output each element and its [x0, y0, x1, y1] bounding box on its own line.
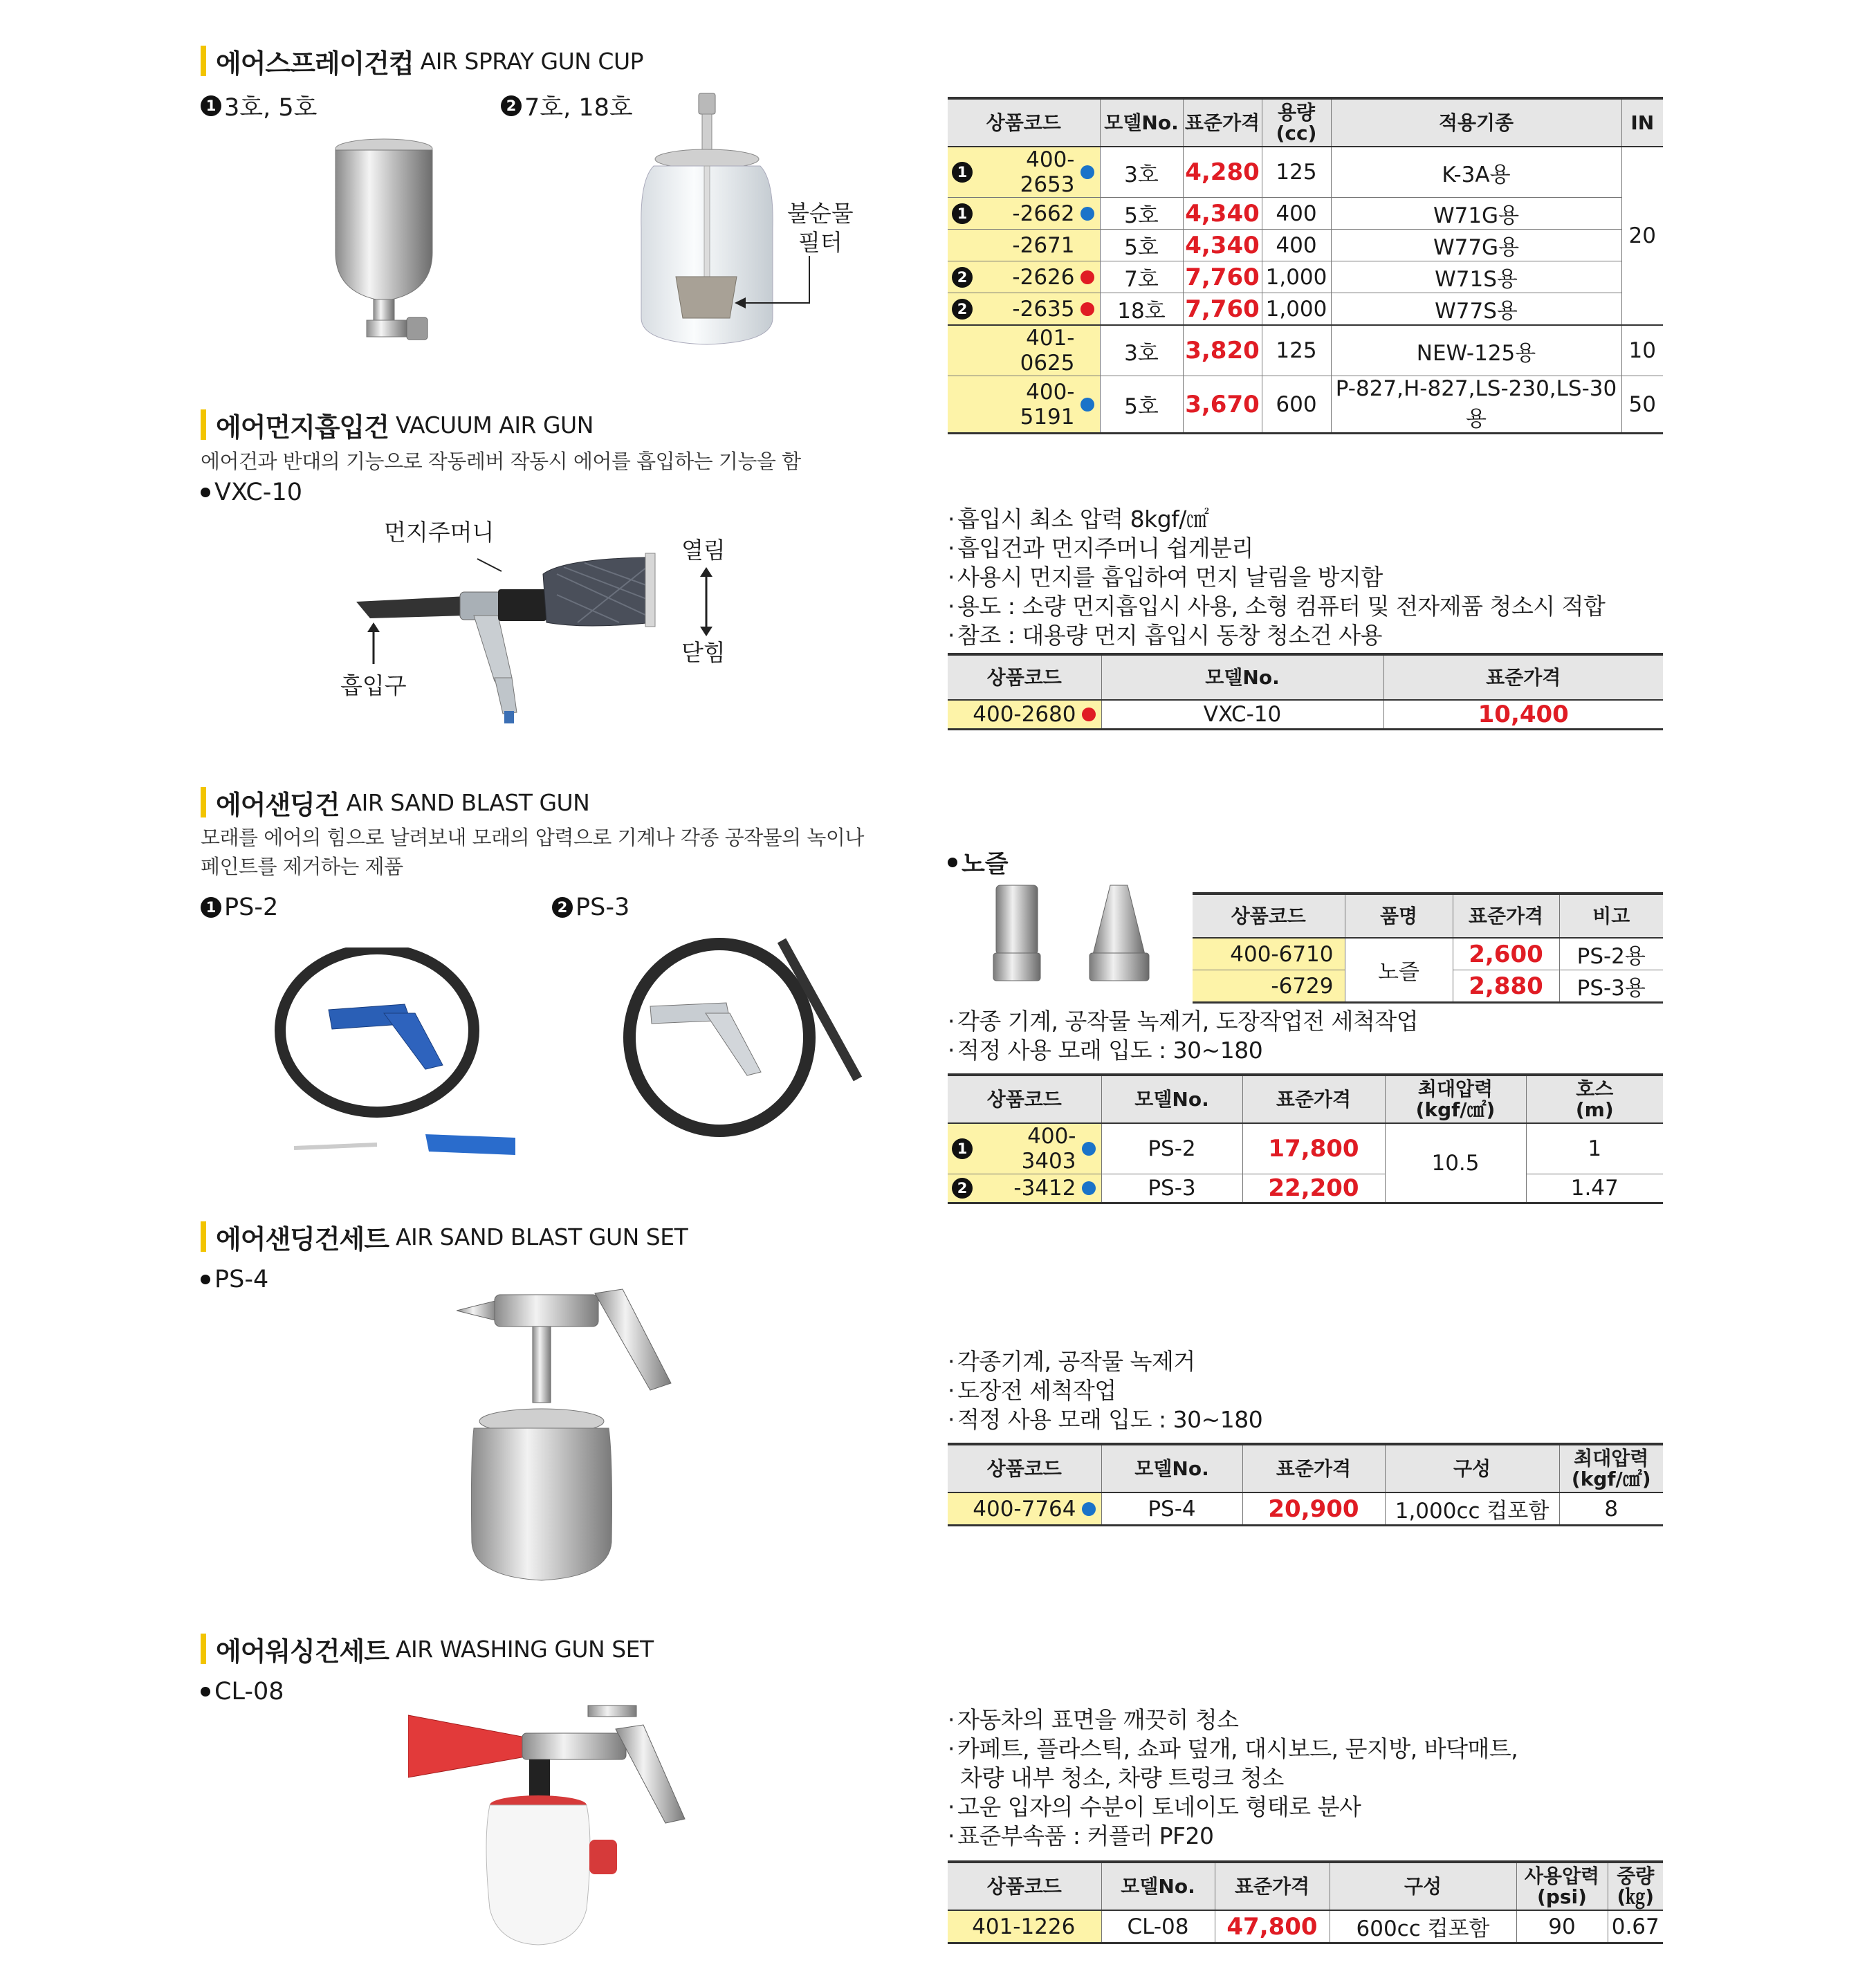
th-code: 상품코드	[948, 1862, 1101, 1910]
model-cell: 5호	[1100, 230, 1183, 261]
note-item: · 표준부속품 : 커플러 PF20	[948, 1822, 1518, 1851]
fit-cell: K-3A용	[1331, 147, 1621, 198]
pressure-cell: 90	[1516, 1910, 1608, 1943]
model-label: CL-08	[201, 1678, 284, 1706]
model-cell: 18호	[1100, 293, 1183, 326]
status-dot	[1080, 398, 1094, 412]
note-item: · 적정 사용 모래 입도 : 30~180	[948, 1036, 1418, 1065]
fit-cell: W71G용	[1331, 198, 1621, 230]
washing-gun-set-table	[948, 1860, 1663, 1944]
title-ko: 에어워싱건세트	[216, 1636, 389, 1667]
fit-cell: P-827,H-827,LS-230,LS-30용	[1331, 376, 1621, 434]
section-title-vacuum-gun	[201, 409, 594, 443]
th-hose: 호스 (m)	[1526, 1075, 1663, 1123]
nozzle-label: 노즐	[948, 845, 1009, 880]
model-cell: 5호	[1100, 376, 1183, 434]
pressure-cell: 8	[1559, 1492, 1663, 1526]
model-label-1: 1 PS-2	[201, 894, 278, 921]
status-dot	[1080, 165, 1094, 179]
title-ko: 에어샌딩건	[216, 789, 340, 820]
model-cell: 3호	[1100, 147, 1183, 198]
th-code: 상품코드	[1193, 894, 1345, 938]
price-cell: 4,340	[1183, 230, 1262, 261]
open-close-arrow	[696, 567, 717, 636]
product-code: 401-0625	[1020, 326, 1075, 376]
title-en: AIR WASHING GUN SET	[395, 1635, 654, 1663]
note-item: · 용도 : 소량 먼지흡입시 사용, 소형 컴퓨터 및 전자제품 청소시 적합	[948, 592, 1605, 621]
product-code: -6729	[1271, 973, 1334, 999]
th-model: 모델No.	[1101, 654, 1383, 700]
filter-label: 불순물 필터	[787, 200, 854, 256]
nozzle-table	[1193, 892, 1663, 1004]
th-code: 상품코드	[948, 1444, 1101, 1492]
weight-cell: 0.67	[1608, 1910, 1663, 1943]
title-accent-bar	[201, 787, 206, 817]
title-en: AIR SPRAY GUN CUP	[420, 47, 643, 75]
capacity-cell: 1,000	[1262, 261, 1331, 293]
table-row	[948, 198, 1663, 230]
note-item: · 각종기계, 공작물 녹제거	[948, 1347, 1262, 1376]
nozzle-image	[989, 878, 1169, 989]
in-cell: 20	[1621, 147, 1663, 325]
title-accent-bar	[201, 1221, 206, 1252]
th-in: IN	[1621, 98, 1663, 147]
price-cell: 10,400	[1383, 700, 1663, 730]
model-cell: PS-4	[1101, 1492, 1242, 1526]
model-label: PS-4	[201, 1266, 268, 1293]
number-badge: 1	[201, 95, 221, 116]
section-title-washing-gun-set	[201, 1634, 654, 1667]
table-row	[948, 1492, 1663, 1526]
hose-cell: 1	[1526, 1123, 1663, 1174]
capacity-cell: 400	[1262, 230, 1331, 261]
number-badge: 1	[952, 162, 973, 183]
status-dot	[1080, 207, 1094, 221]
th-capacity: 용량 (cc)	[1262, 98, 1331, 147]
price-cell: 2,880	[1453, 970, 1559, 1003]
th-price: 표준가격	[1242, 1444, 1385, 1492]
capacity-cell: 600	[1262, 376, 1331, 434]
name-cell: 노즐	[1345, 938, 1453, 1003]
number-badge: 1	[952, 1138, 973, 1159]
model-cell: PS-2	[1101, 1123, 1242, 1174]
table-row	[948, 230, 1663, 261]
th-model: 모델No.	[1100, 98, 1183, 147]
table-row	[948, 700, 1663, 730]
title-ko: 에어샌딩건세트	[216, 1223, 389, 1255]
product-code: -2626	[1012, 264, 1075, 290]
fit-cell: W71S용	[1331, 261, 1621, 293]
title-en: AIR SAND BLAST GUN	[346, 788, 590, 816]
th-code: 상품코드	[948, 654, 1101, 700]
th-pressure: 최대압력 (kgf/㎠)	[1385, 1075, 1526, 1123]
table-row	[948, 1123, 1663, 1174]
title-ko: 에어스프레이건컵	[216, 48, 414, 79]
status-dot	[1080, 302, 1094, 316]
bullet	[948, 858, 957, 867]
th-model: 모델No.	[1101, 1862, 1215, 1910]
open-label: 열림	[681, 537, 726, 564]
th-price: 표준가격	[1242, 1075, 1385, 1123]
price-cell: 47,800	[1215, 1910, 1330, 1943]
section-description: 모래를 에어의 힘으로 날려보내 모래의 압력으로 기계나 각종 공작물의 녹이나 페인트를 제거하는 제품	[201, 826, 864, 878]
product-code: -2662	[1012, 201, 1075, 226]
model-cell: 5호	[1100, 198, 1183, 230]
note-item: · 자동차의 표면을 깨끗히 청소	[948, 1706, 1518, 1735]
title-en: VACUUM AIR GUN	[395, 411, 594, 438]
status-dot	[1080, 270, 1094, 284]
title-accent-bar	[201, 46, 206, 76]
model-cell: VXC-10	[1101, 700, 1383, 730]
sand-gun-table	[948, 1073, 1663, 1204]
note-item: · 고운 입자의 수분이 토네이도 형태로 분사	[948, 1793, 1518, 1822]
price-cell: 3,670	[1183, 376, 1262, 434]
capacity-cell: 400	[1262, 198, 1331, 230]
price-cell: 4,280	[1183, 147, 1262, 198]
inlet-arrow	[363, 622, 384, 664]
note-item: · 카페트, 플라스틱, 쇼파 덮개, 대시보드, 문지방, 바닥매트,	[948, 1735, 1518, 1764]
price-cell: 20,900	[1242, 1492, 1385, 1526]
vacuum-gun-image	[356, 546, 702, 726]
fit-cell: W77S용	[1331, 293, 1621, 326]
th-pressure: 최대압력 (kgf/㎠)	[1559, 1444, 1663, 1492]
th-pressure: 사용압력 (psi)	[1516, 1862, 1608, 1910]
title-ko: 에어먼지흡입건	[216, 412, 389, 443]
table-row	[948, 325, 1663, 376]
price-cell: 4,340	[1183, 198, 1262, 230]
washing-gun-set-image	[408, 1701, 699, 1950]
number-badge: 2	[952, 1178, 973, 1199]
bullet	[201, 488, 210, 497]
price-cell: 2,600	[1453, 938, 1559, 970]
th-model: 모델No.	[1101, 1075, 1242, 1123]
in-cell: 50	[1621, 376, 1663, 434]
table-row	[948, 261, 1663, 293]
composition-cell: 600cc 컵포함	[1330, 1910, 1516, 1943]
note-item: · 참조 : 대용량 먼지 흡입시 동창 청소건 사용	[948, 621, 1605, 650]
th-fit: 적용기종	[1331, 98, 1621, 147]
sand-gun-ps3-image	[609, 934, 872, 1169]
number-badge: 1	[201, 897, 221, 918]
model-label-2: 2 PS-3	[552, 894, 629, 921]
section-title-sand-blast-gun	[201, 787, 590, 820]
spray-cup-large-image	[633, 90, 785, 353]
model-cell: 3호	[1100, 325, 1183, 376]
th-price: 표준가격	[1183, 98, 1262, 147]
price-cell: 7,760	[1183, 261, 1262, 293]
table-row	[948, 1910, 1663, 1943]
note-item: · 흡입건과 먼지주머니 쉽게분리	[948, 534, 1605, 563]
in-cell: 10	[1621, 325, 1663, 376]
number-badge: 2	[952, 267, 973, 288]
hose-cell: 1.47	[1526, 1174, 1663, 1203]
inlet-label: 흡입구	[340, 672, 407, 699]
th-name: 품명	[1345, 894, 1453, 938]
sand-gun-set-table	[948, 1443, 1663, 1526]
model-label-2: 2 7호, 18호	[501, 89, 633, 123]
product-code: 400-2680	[973, 702, 1076, 727]
title-accent-bar	[201, 1634, 206, 1664]
product-code: 400-2653	[1020, 147, 1075, 197]
table-row	[1193, 938, 1663, 970]
section-title-sand-gun-set	[201, 1221, 688, 1255]
price-cell: 17,800	[1242, 1123, 1385, 1174]
washing-notes	[948, 1706, 1518, 1851]
capacity-cell: 125	[1262, 325, 1331, 376]
table-row	[948, 293, 1663, 326]
number-badge: 1	[952, 203, 973, 224]
model-cell: PS-3	[1101, 1174, 1242, 1203]
th-model: 모델No.	[1101, 1444, 1242, 1492]
capacity-cell: 1,000	[1262, 293, 1331, 326]
th-composition: 구성	[1385, 1444, 1559, 1492]
pressure-cell: 10.5	[1385, 1123, 1526, 1203]
bullet	[201, 1687, 210, 1697]
note-item: · 사용시 먼지를 흡입하여 먼지 날림을 방지함	[948, 563, 1605, 592]
status-dot	[1082, 1181, 1096, 1195]
table-row	[948, 147, 1663, 198]
filter-arrow	[733, 256, 816, 311]
price-cell: 3,820	[1183, 325, 1262, 376]
note-item: · 흡입시 최소 압력 8kgf/㎠	[948, 505, 1605, 534]
section-description: 에어건과 반대의 기능으로 작동레버 작동시 에어를 흡입하는 기능을 함	[201, 450, 801, 473]
product-code: -2671	[1012, 232, 1075, 258]
sand-gun-set-image	[457, 1279, 685, 1591]
number-badge: 2	[501, 95, 522, 116]
note-cell: PS-2용	[1559, 938, 1663, 970]
sand-gun-notes	[948, 1007, 1418, 1065]
vacuum-notes	[948, 505, 1605, 650]
th-price: 표준가격	[1453, 894, 1559, 938]
product-code: 401-1226	[972, 1914, 1076, 1939]
th-note: 비고	[1559, 894, 1663, 938]
product-code: -2635	[1012, 296, 1075, 322]
sand-set-notes	[948, 1347, 1262, 1434]
vacuum-gun-table	[948, 653, 1663, 730]
status-dot	[1082, 708, 1096, 721]
capacity-cell: 125	[1262, 147, 1331, 198]
note-item: · 도장전 세척작업	[948, 1376, 1262, 1405]
th-price: 표준가격	[1383, 654, 1663, 700]
th-price: 표준가격	[1215, 1862, 1330, 1910]
th-code: 상품코드	[948, 98, 1100, 147]
table-row	[948, 376, 1663, 434]
spray-cup-small-image	[325, 135, 450, 349]
spray-cup-table	[948, 97, 1663, 434]
model-label-1: 1 3호, 5호	[201, 89, 317, 123]
th-composition: 구성	[1330, 1862, 1516, 1910]
product-code: 400-6710	[1230, 941, 1334, 967]
product-code: 400-3403	[1021, 1124, 1076, 1174]
th-weight: 중량 (㎏)	[1608, 1862, 1663, 1910]
title-en: AIR SAND BLAST GUN SET	[395, 1223, 688, 1250]
note-item-continued: 차량 내부 청소, 차량 트렁크 청소	[960, 1764, 1284, 1791]
section-title-spray-cup	[201, 46, 643, 79]
model-cell: 7호	[1100, 261, 1183, 293]
title-accent-bar	[201, 409, 206, 440]
status-dot	[1082, 1142, 1096, 1156]
pouch-label: 먼지주머니	[384, 519, 495, 546]
product-code: 400-7764	[973, 1496, 1076, 1522]
note-item: · 각종 기계, 공작물 녹제거, 도장작업전 세척작업	[948, 1007, 1418, 1036]
number-badge: 2	[552, 897, 573, 918]
th-code: 상품코드	[948, 1075, 1101, 1123]
number-badge: 2	[952, 299, 973, 320]
note-cell: PS-3용	[1559, 970, 1663, 1003]
product-code: -3412	[1013, 1176, 1076, 1201]
price-cell: 22,200	[1242, 1174, 1385, 1203]
fit-cell: NEW-125용	[1331, 325, 1621, 376]
composition-cell: 1,000cc 컵포함	[1385, 1492, 1559, 1526]
model-label: VXC-10	[201, 479, 302, 506]
product-code: 400-5191	[1020, 379, 1075, 429]
status-dot	[1082, 1502, 1096, 1516]
sand-gun-ps2-image	[266, 948, 522, 1169]
note-item: · 적정 사용 모래 입도 : 30~180	[948, 1405, 1262, 1434]
close-label: 닫힘	[681, 639, 726, 666]
price-cell: 7,760	[1183, 293, 1262, 326]
bullet	[201, 1275, 210, 1284]
table-row	[948, 1174, 1663, 1203]
model-cell: CL-08	[1101, 1910, 1215, 1943]
fit-cell: W77G용	[1331, 230, 1621, 261]
